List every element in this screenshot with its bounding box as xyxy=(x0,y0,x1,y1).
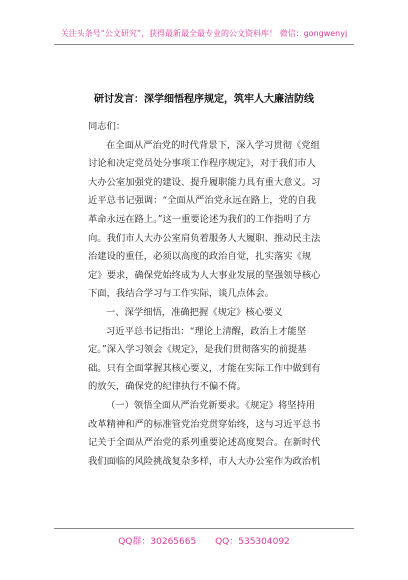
body-line: 定》要求，确保党始终成为人大事业发展的坚强领导核心 xyxy=(88,269,321,281)
body-line: 记关于全面从严治党的系列重要论述高度契合。在新时代 xyxy=(88,437,321,449)
document-title: 研讨发言：深学细悟程序规定，筑牢人大廉洁防线 xyxy=(94,94,314,105)
footer-note xyxy=(0,534,408,547)
header-note: 关注头条号“公文研究”，获得最新最全最专业的公文资料库！ 微信：gongwenyj xyxy=(60,29,348,38)
body-line: 定。”深入学习领会《规定》，是我们贯彻落实的前提基 xyxy=(88,344,307,356)
body-line: 向。我们市人大办公室肩负着服务人大履职、推动民主法 xyxy=(88,232,321,244)
body-line: 习近平总书记指出：“理论上清醒，政治上才能坚 xyxy=(106,325,306,337)
body-line: 改革精神和严的标准管党治党贯穿始终，这与习近平总书 xyxy=(88,418,321,430)
salutation-line: 同志们： xyxy=(88,121,126,132)
footer-divider xyxy=(54,528,354,529)
subsection-heading: （一）领悟全面从严治党新要求。《规定》将坚持用 xyxy=(106,399,316,411)
body-line: 大办公室加强党的建设、提升履职能力具有重大意义。习 xyxy=(88,176,321,188)
body-line: 的放矢，确保党的纪律执行不偏不倚。 xyxy=(88,381,247,393)
body-line: 近平总书记强调：“全面从严治党永远在路上，党的自我 xyxy=(88,195,316,207)
body-line: 革命永远在路上。”这一重要论述为我们的工作指明了方 xyxy=(88,213,312,225)
document-body xyxy=(88,118,338,471)
body-line: 治建设的重任，必须以高度的政治自觉，扎实落实《规 xyxy=(88,251,312,263)
section-heading: 一、深学细悟，准确把握《规定》核心要义 xyxy=(106,306,283,318)
body-line: 讨论和决定党员处分事项工作程序规定》，对于我们市人 xyxy=(88,158,316,170)
footer-qq-number: QQ：535304092 xyxy=(215,537,290,547)
body-line: 础。只有全面掌握其核心要义，才能在实际工作中做到有 xyxy=(88,362,321,374)
footer-qq-group: QQ群：30265665 xyxy=(118,537,197,547)
body-line: 下面，我结合学习与工作实际，谈几点体会。 xyxy=(88,288,274,300)
header-divider xyxy=(54,44,354,45)
body-line: 我们面临的风险挑战复杂多样，市人大办公室作为政治机 xyxy=(88,455,321,467)
body-line: 在全面从严治党的时代背景下，深入学习贯彻《党组 xyxy=(106,139,320,151)
